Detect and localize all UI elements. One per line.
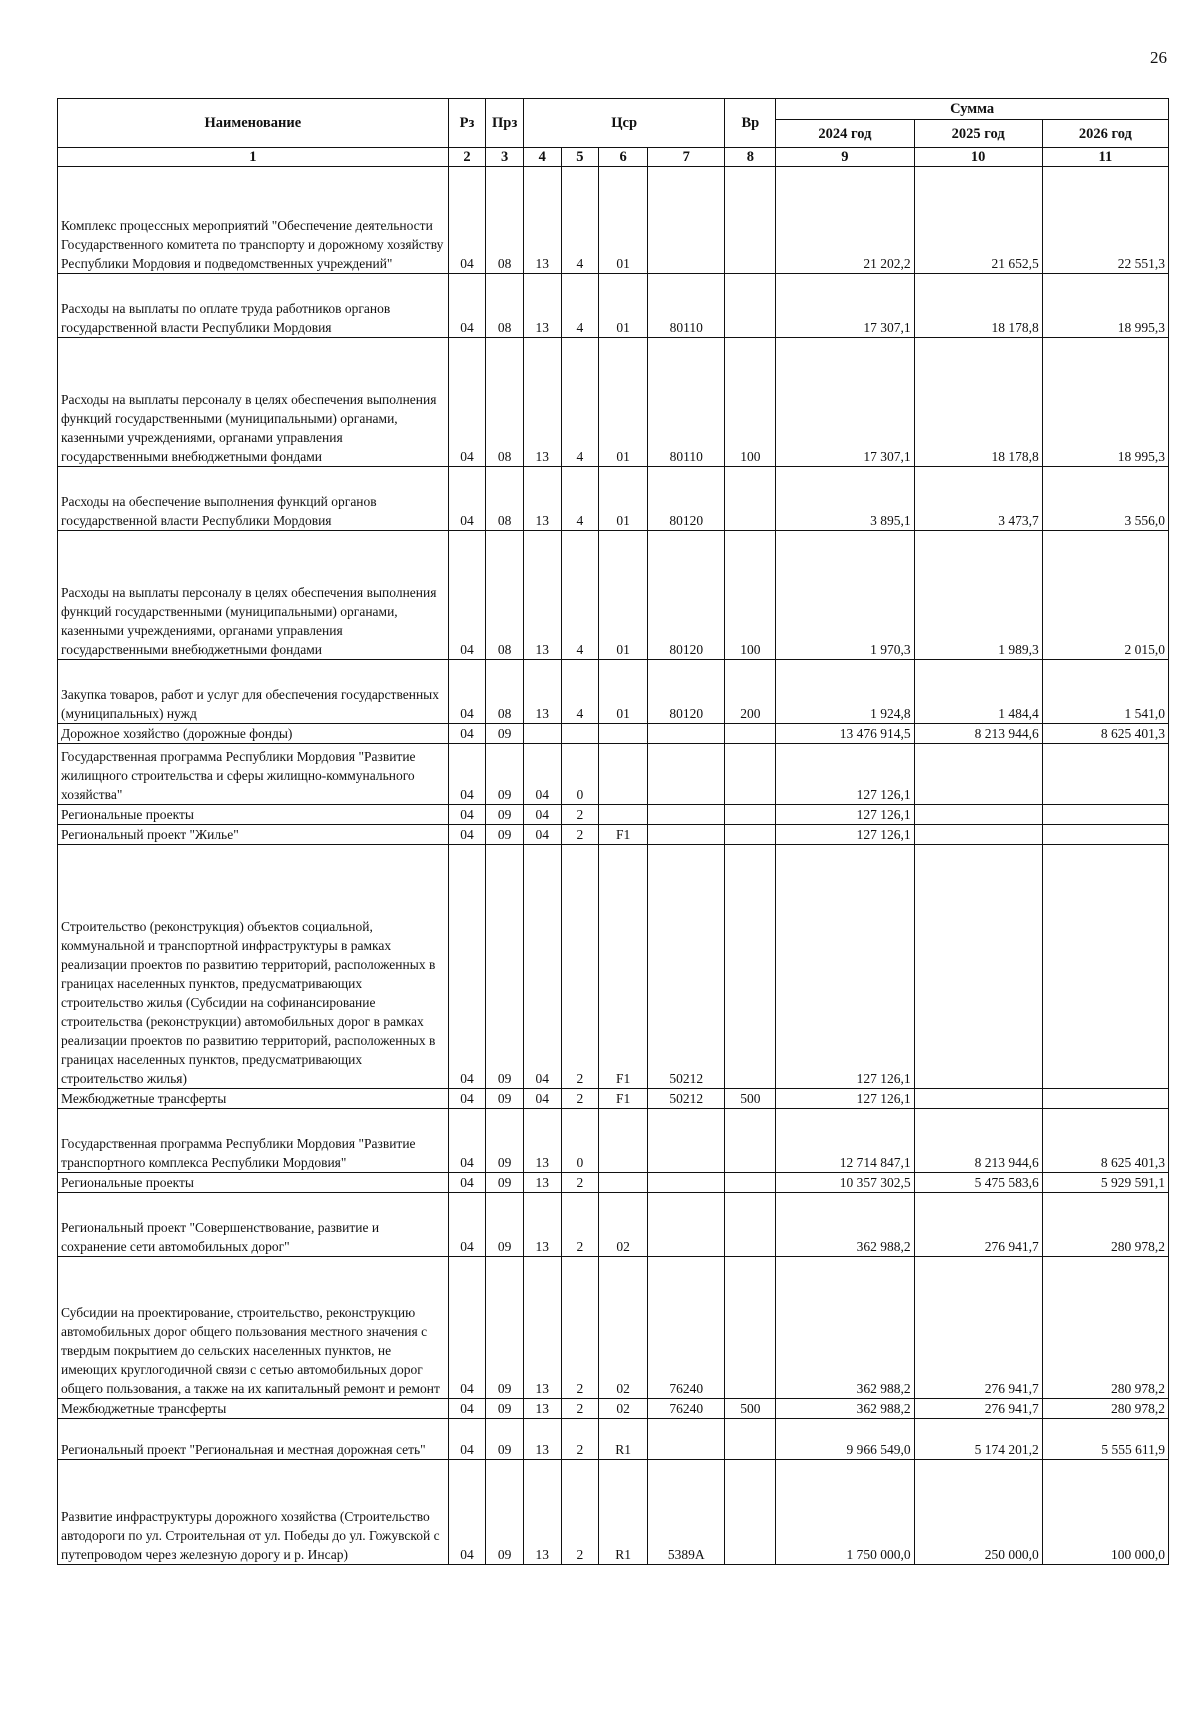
row-sum-2024: 362 988,2 [776, 1399, 914, 1419]
row-vr [725, 1257, 776, 1399]
row-sum-2024: 10 357 302,5 [776, 1173, 914, 1193]
row-csr-7 [648, 724, 725, 744]
table-row [58, 1109, 1169, 1173]
row-sum-2024: 12 714 847,1 [776, 1109, 914, 1173]
table-row [58, 1173, 1169, 1193]
row-sum-2024: 3 895,1 [776, 467, 914, 531]
row-csr-7: 80120 [648, 531, 725, 660]
row-prz: 08 [486, 467, 524, 531]
row-csr-5: 0 [561, 744, 599, 805]
row-prz: 09 [486, 1460, 524, 1565]
row-vr [725, 1193, 776, 1257]
row-sum-2024: 1 924,8 [776, 660, 914, 724]
row-vr [725, 845, 776, 1089]
table-row [58, 1257, 1169, 1399]
row-vr: 500 [725, 1089, 776, 1109]
row-csr-5: 2 [561, 825, 599, 845]
row-sum-2025: 8 213 944,6 [914, 724, 1042, 744]
row-prz: 09 [486, 1109, 524, 1173]
header-year-2024: 2024 год [776, 120, 914, 148]
header-rz: Рз [448, 99, 486, 148]
row-sum-2026 [1042, 805, 1168, 825]
row-csr-5: 2 [561, 805, 599, 825]
row-csr-4: 13 [523, 467, 561, 531]
row-csr-7: 5389А [648, 1460, 725, 1565]
row-prz: 09 [486, 744, 524, 805]
budget-table [57, 98, 1169, 1565]
row-rz: 04 [448, 1257, 486, 1399]
row-sum-2025: 21 652,5 [914, 167, 1042, 274]
row-vr: 200 [725, 660, 776, 724]
header-year-2026: 2026 год [1042, 120, 1168, 148]
row-vr [725, 1419, 776, 1460]
row-csr-5: 2 [561, 1257, 599, 1399]
row-csr-5: 4 [561, 167, 599, 274]
row-rz: 04 [448, 531, 486, 660]
column-number: 9 [776, 148, 914, 167]
row-prz: 08 [486, 167, 524, 274]
row-csr-4: 13 [523, 1460, 561, 1565]
row-csr-5: 2 [561, 1173, 599, 1193]
row-sum-2024: 127 126,1 [776, 845, 914, 1089]
row-csr-6: 01 [599, 167, 648, 274]
header-name: Наименование [58, 99, 449, 148]
row-csr-6 [599, 1173, 648, 1193]
row-vr [725, 1109, 776, 1173]
row-sum-2025: 5 174 201,2 [914, 1419, 1042, 1460]
row-csr-7 [648, 1109, 725, 1173]
row-name: Региональные проекты [58, 805, 449, 825]
row-prz: 08 [486, 338, 524, 467]
row-sum-2025: 276 941,7 [914, 1399, 1042, 1419]
row-csr-6: 01 [599, 531, 648, 660]
row-csr-6: R1 [599, 1460, 648, 1565]
row-sum-2026: 8 625 401,3 [1042, 1109, 1168, 1173]
row-name: Расходы на выплаты персоналу в целях обеспечения выполнения функций государственными (муниципальными) органами, казенными учреждениями, органами управления государственными внебюджетными фондами [58, 338, 449, 467]
row-csr-4: 13 [523, 1399, 561, 1419]
row-rz: 04 [448, 1173, 486, 1193]
row-csr-4: 04 [523, 1089, 561, 1109]
header-prz: Прз [486, 99, 524, 148]
column-number: 3 [486, 148, 524, 167]
row-sum-2024: 21 202,2 [776, 167, 914, 274]
row-sum-2025: 276 941,7 [914, 1193, 1042, 1257]
row-sum-2025 [914, 805, 1042, 825]
row-rz: 04 [448, 660, 486, 724]
table-row [58, 660, 1169, 724]
row-vr: 500 [725, 1399, 776, 1419]
table-row [58, 1460, 1169, 1565]
row-prz: 09 [486, 1419, 524, 1460]
row-csr-6: 01 [599, 338, 648, 467]
row-csr-4: 13 [523, 1193, 561, 1257]
row-sum-2024: 17 307,1 [776, 274, 914, 338]
column-number: 2 [448, 148, 486, 167]
row-sum-2025 [914, 744, 1042, 805]
row-csr-7: 80120 [648, 660, 725, 724]
row-sum-2025: 3 473,7 [914, 467, 1042, 531]
row-csr-6 [599, 805, 648, 825]
row-name: Региональный проект "Жилье" [58, 825, 449, 845]
row-rz: 04 [448, 338, 486, 467]
row-sum-2026 [1042, 845, 1168, 1089]
row-vr: 100 [725, 338, 776, 467]
row-csr-6 [599, 724, 648, 744]
row-sum-2025: 5 475 583,6 [914, 1173, 1042, 1193]
column-number: 5 [561, 148, 599, 167]
row-sum-2026: 8 625 401,3 [1042, 724, 1168, 744]
row-sum-2026: 5 929 591,1 [1042, 1173, 1168, 1193]
row-csr-4: 13 [523, 167, 561, 274]
row-csr-7: 80120 [648, 467, 725, 531]
row-csr-4: 13 [523, 531, 561, 660]
row-sum-2025 [914, 1089, 1042, 1109]
row-prz: 09 [486, 724, 524, 744]
row-csr-4: 04 [523, 825, 561, 845]
row-csr-4: 13 [523, 1109, 561, 1173]
row-csr-7 [648, 1173, 725, 1193]
row-csr-7: 50212 [648, 1089, 725, 1109]
row-csr-7: 80110 [648, 338, 725, 467]
row-name: Строительство (реконструкция) объектов социальной, коммунальной и транспортной инфраструктуры в рамках реализации проектов по развитию территорий, расположенных в границах населенных пунктов, предусматривающих строительство жилья (Субсидии на софинансирование строительства (реконструкции) автомобильных дорог в рамках реализации проектов по развитию территорий, расположенных в границах населенных пунктов, предусматривающих строительство жилья) [58, 845, 449, 1089]
table-row [58, 167, 1169, 274]
row-csr-6: R1 [599, 1419, 648, 1460]
row-csr-5: 2 [561, 845, 599, 1089]
row-sum-2026: 100 000,0 [1042, 1460, 1168, 1565]
row-name: Межбюджетные трансферты [58, 1399, 449, 1419]
row-vr [725, 167, 776, 274]
table-row [58, 805, 1169, 825]
row-rz: 04 [448, 274, 486, 338]
row-sum-2025: 276 941,7 [914, 1257, 1042, 1399]
row-csr-6: 01 [599, 467, 648, 531]
row-sum-2026: 5 555 611,9 [1042, 1419, 1168, 1460]
row-csr-5: 2 [561, 1419, 599, 1460]
row-sum-2024: 362 988,2 [776, 1257, 914, 1399]
row-csr-6: 02 [599, 1257, 648, 1399]
row-csr-5: 2 [561, 1089, 599, 1109]
row-name: Региональные проекты [58, 1173, 449, 1193]
row-sum-2025 [914, 845, 1042, 1089]
row-csr-5: 4 [561, 660, 599, 724]
column-number: 1 [58, 148, 449, 167]
row-sum-2024: 1 750 000,0 [776, 1460, 914, 1565]
row-name: Государственная программа Республики Мордовия "Развитие транспортного комплекса Республики Мордовия" [58, 1109, 449, 1173]
table-row [58, 531, 1169, 660]
row-csr-5: 2 [561, 1399, 599, 1419]
row-prz: 09 [486, 1173, 524, 1193]
row-csr-4: 04 [523, 744, 561, 805]
table-row [58, 1193, 1169, 1257]
table-row [58, 1089, 1169, 1109]
row-vr: 100 [725, 531, 776, 660]
row-sum-2026: 22 551,3 [1042, 167, 1168, 274]
table-row [58, 724, 1169, 744]
header-year-2025: 2025 год [914, 120, 1042, 148]
row-prz: 08 [486, 531, 524, 660]
row-vr [725, 805, 776, 825]
row-csr-4: 13 [523, 1257, 561, 1399]
row-vr [725, 825, 776, 845]
column-number: 7 [648, 148, 725, 167]
row-csr-6: F1 [599, 845, 648, 1089]
row-csr-7: 76240 [648, 1399, 725, 1419]
row-sum-2026: 3 556,0 [1042, 467, 1168, 531]
row-vr [725, 274, 776, 338]
table-row [58, 338, 1169, 467]
row-csr-4: 04 [523, 805, 561, 825]
row-rz: 04 [448, 1193, 486, 1257]
row-name: Региональный проект "Региональная и местная дорожная сеть" [58, 1419, 449, 1460]
row-name: Развитие инфраструктуры дорожного хозяйства (Строительство автодороги по ул. Строительная от ул. Победы до ул. Гожувской с путепроводом через железную дорогу и р. Инсар) [58, 1460, 449, 1565]
column-number: 10 [914, 148, 1042, 167]
row-csr-7 [648, 167, 725, 274]
row-rz: 04 [448, 467, 486, 531]
row-sum-2024: 127 126,1 [776, 1089, 914, 1109]
table-row [58, 274, 1169, 338]
row-prz: 09 [486, 1193, 524, 1257]
row-rz: 04 [448, 805, 486, 825]
row-name: Расходы на выплаты по оплате труда работников органов государственной власти Республики Мордовия [58, 274, 449, 338]
row-csr-5: 4 [561, 467, 599, 531]
row-csr-6: 01 [599, 660, 648, 724]
row-csr-7 [648, 805, 725, 825]
row-sum-2025: 18 178,8 [914, 338, 1042, 467]
row-sum-2026: 1 541,0 [1042, 660, 1168, 724]
row-prz: 09 [486, 845, 524, 1089]
row-rz: 04 [448, 1460, 486, 1565]
row-csr-6 [599, 1109, 648, 1173]
row-name: Субсидии на проектирование, строительство, реконструкцию автомобильных дорог общего пользования местного значения с твердым покрытием до сельских населенных пунктов, не имеющих круглогодичной связи с сетью автомобильных дорог общего пользования, а также на их капитальный ремонт и ремонт [58, 1257, 449, 1399]
header-csr: Цср [523, 99, 724, 148]
column-number-row [58, 148, 1169, 167]
row-csr-6: 01 [599, 274, 648, 338]
column-number: 4 [523, 148, 561, 167]
row-sum-2026: 280 978,2 [1042, 1399, 1168, 1419]
row-csr-4: 04 [523, 845, 561, 1089]
row-prz: 09 [486, 805, 524, 825]
row-csr-6: F1 [599, 825, 648, 845]
row-sum-2026 [1042, 825, 1168, 845]
row-csr-7 [648, 1193, 725, 1257]
row-sum-2024: 362 988,2 [776, 1193, 914, 1257]
row-rz: 04 [448, 845, 486, 1089]
row-csr-6 [599, 744, 648, 805]
row-csr-5: 4 [561, 531, 599, 660]
row-sum-2026: 2 015,0 [1042, 531, 1168, 660]
row-sum-2025 [914, 825, 1042, 845]
row-csr-4 [523, 724, 561, 744]
row-prz: 09 [486, 1089, 524, 1109]
header-vr: Вр [725, 99, 776, 148]
header-sum: Сумма [776, 99, 1169, 120]
row-csr-5: 4 [561, 338, 599, 467]
row-vr [725, 1173, 776, 1193]
row-csr-5: 2 [561, 1460, 599, 1565]
row-csr-7: 50212 [648, 845, 725, 1089]
column-number: 11 [1042, 148, 1168, 167]
row-sum-2024: 1 970,3 [776, 531, 914, 660]
row-sum-2024: 9 966 549,0 [776, 1419, 914, 1460]
row-sum-2024: 127 126,1 [776, 805, 914, 825]
row-sum-2024: 127 126,1 [776, 825, 914, 845]
row-csr-5: 2 [561, 1193, 599, 1257]
row-vr [725, 467, 776, 531]
row-rz: 04 [448, 724, 486, 744]
row-csr-7 [648, 744, 725, 805]
table-row [58, 825, 1169, 845]
row-prz: 09 [486, 825, 524, 845]
row-csr-4: 13 [523, 660, 561, 724]
row-csr-7: 80110 [648, 274, 725, 338]
row-csr-6: 02 [599, 1399, 648, 1419]
row-csr-4: 13 [523, 1419, 561, 1460]
row-name: Государственная программа Республики Мордовия "Развитие жилищного строительства и сферы жилищно-коммунального хозяйства" [58, 744, 449, 805]
row-prz: 09 [486, 1399, 524, 1419]
row-csr-5: 0 [561, 1109, 599, 1173]
row-sum-2026 [1042, 744, 1168, 805]
row-rz: 04 [448, 167, 486, 274]
row-prz: 08 [486, 274, 524, 338]
row-name: Дорожное хозяйство (дорожные фонды) [58, 724, 449, 744]
row-sum-2025: 250 000,0 [914, 1460, 1042, 1565]
row-sum-2025: 8 213 944,6 [914, 1109, 1042, 1173]
row-rz: 04 [448, 1399, 486, 1419]
row-sum-2025: 18 178,8 [914, 274, 1042, 338]
row-rz: 04 [448, 744, 486, 805]
row-sum-2025: 1 484,4 [914, 660, 1042, 724]
row-vr [725, 1460, 776, 1565]
page-number: 26 [1150, 48, 1167, 67]
row-sum-2024: 17 307,1 [776, 338, 914, 467]
row-rz: 04 [448, 825, 486, 845]
row-csr-6: F1 [599, 1089, 648, 1109]
table-row [58, 744, 1169, 805]
row-vr [725, 724, 776, 744]
row-name: Расходы на выплаты персоналу в целях обеспечения выполнения функций государственными (муниципальными) органами, казенными учреждениями, органами управления государственными внебюджетными фондами [58, 531, 449, 660]
table-row [58, 1399, 1169, 1419]
row-sum-2026: 280 978,2 [1042, 1193, 1168, 1257]
row-sum-2026: 280 978,2 [1042, 1257, 1168, 1399]
column-number: 8 [725, 148, 776, 167]
row-name: Закупка товаров, работ и услуг для обеспечения государственных (муниципальных) нужд [58, 660, 449, 724]
row-name: Региональный проект "Совершенствование, развитие и сохранение сети автомобильных дорог" [58, 1193, 449, 1257]
table-row [58, 467, 1169, 531]
row-csr-7: 76240 [648, 1257, 725, 1399]
row-sum-2026 [1042, 1089, 1168, 1109]
row-csr-4: 13 [523, 274, 561, 338]
row-vr [725, 744, 776, 805]
row-prz: 08 [486, 660, 524, 724]
row-name: Комплекс процессных мероприятий "Обеспечение деятельности Государственного комитета по транспорту и дорожному хозяйству Республики Мордовия и подведомственных учреждений" [58, 167, 449, 274]
row-csr-5 [561, 724, 599, 744]
row-sum-2026: 18 995,3 [1042, 274, 1168, 338]
row-csr-6: 02 [599, 1193, 648, 1257]
row-csr-7 [648, 825, 725, 845]
row-name: Расходы на обеспечение выполнения функций органов государственной власти Республики Мордовия [58, 467, 449, 531]
column-number: 6 [599, 148, 648, 167]
row-rz: 04 [448, 1109, 486, 1173]
row-name: Межбюджетные трансферты [58, 1089, 449, 1109]
row-csr-4: 13 [523, 338, 561, 467]
row-prz: 09 [486, 1257, 524, 1399]
row-rz: 04 [448, 1419, 486, 1460]
row-csr-4: 13 [523, 1173, 561, 1193]
row-sum-2026: 18 995,3 [1042, 338, 1168, 467]
table-row [58, 1419, 1169, 1460]
row-sum-2025: 1 989,3 [914, 531, 1042, 660]
budget-table-body [58, 148, 1169, 1565]
table-row [58, 845, 1169, 1089]
row-sum-2024: 13 476 914,5 [776, 724, 914, 744]
row-rz: 04 [448, 1089, 486, 1109]
row-csr-5: 4 [561, 274, 599, 338]
row-sum-2024: 127 126,1 [776, 744, 914, 805]
row-csr-7 [648, 1419, 725, 1460]
